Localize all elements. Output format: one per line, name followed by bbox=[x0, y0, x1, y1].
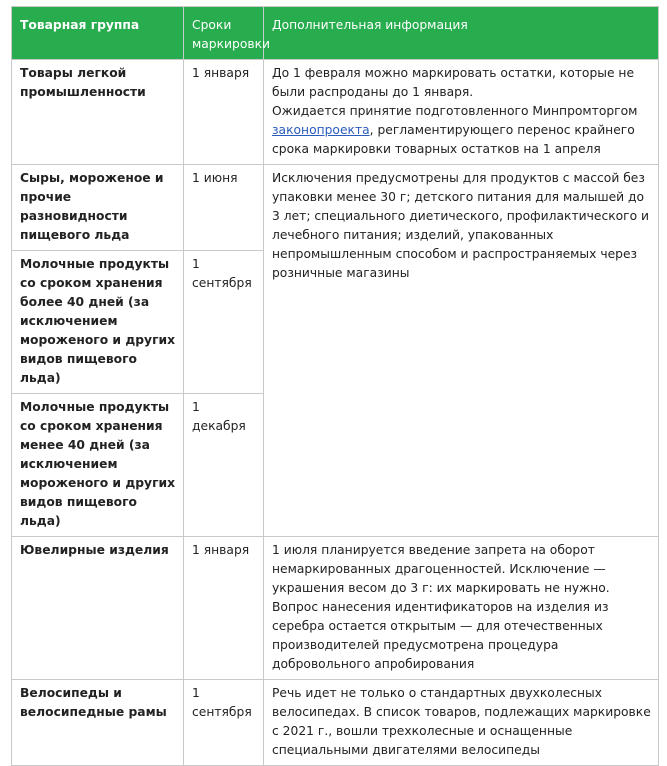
bill-link[interactable]: законопроекта bbox=[272, 123, 370, 137]
marking-date-cell: 1 сентября bbox=[184, 251, 264, 394]
marking-schedule-table bbox=[11, 6, 659, 766]
table-row bbox=[12, 537, 659, 680]
table-row bbox=[12, 680, 659, 766]
info-text-after-link: , регламентирующего перенос крайнего срока маркировки товарных остатков на 1 апреля bbox=[272, 123, 635, 156]
marking-date-cell: 1 января bbox=[184, 60, 264, 165]
product-group-cell: Велосипеды и велосипедные рамы bbox=[12, 680, 184, 766]
info-cell bbox=[264, 165, 659, 537]
marking-date-cell: 1 декабря bbox=[184, 394, 264, 537]
marking-date-cell: 1 сентября bbox=[184, 680, 264, 766]
info-text bbox=[272, 102, 652, 159]
header-row bbox=[12, 7, 659, 60]
header-additional-info: Дополнительная информация bbox=[264, 7, 659, 60]
info-text: 1 июля планируется введение запрета на оборот немаркированных драгоценностей. Исключение — украшения весом до 3 г: их маркировать не нужно. Вопрос нанесения идентификаторов на изделия из серебра остается открытым — для отечественных производителей предусмотрена процедура добровольного апробирования bbox=[272, 543, 610, 671]
header-marking-dates: Сроки маркировки bbox=[184, 7, 264, 60]
info-text: Исключения предусмотрены для продуктов с массой без упаковки менее 30 г; детского питания для малышей до 3 лет; специального диетического, профилактического и лечебного питания; изделий, упакованных непромышленным способом и распространяемых через розничные магазины bbox=[272, 171, 650, 280]
product-group-cell: Молочные продукты со сроком хранения более 40 дней (за исключением мороженого и других видов пищевого льда) bbox=[12, 251, 184, 394]
table-row bbox=[12, 165, 659, 251]
info-cell bbox=[264, 680, 659, 766]
info-text: Речь идет не только о стандартных двухколесных велосипедах. В список товаров, подлежащих маркировке с 2021 г., вошли трехколесные и оснащенные специальными двигателями велосипеды bbox=[272, 686, 651, 757]
info-cell bbox=[264, 537, 659, 680]
info-text-before-link: Ожидается принятие подготовленного Минпромторгом bbox=[272, 104, 638, 118]
product-group-cell: Товары легкой промышленности bbox=[12, 60, 184, 165]
product-group-cell: Ювелирные изделия bbox=[12, 537, 184, 680]
marking-date-cell: 1 июня bbox=[184, 165, 264, 251]
marking-date-cell: 1 января bbox=[184, 537, 264, 680]
table-row bbox=[12, 60, 659, 165]
info-cell bbox=[264, 60, 659, 165]
product-group-cell: Сыры, мороженое и прочие разновидности пищевого льда bbox=[12, 165, 184, 251]
info-text: До 1 февраля можно маркировать остатки, которые не были распроданы до 1 января. bbox=[272, 66, 635, 99]
product-group-cell: Молочные продукты со сроком хранения менее 40 дней (за исключением мороженого и других видов пищевого льда) bbox=[12, 394, 184, 537]
header-product-group: Товарная группа bbox=[12, 7, 184, 60]
table-header bbox=[12, 7, 659, 60]
